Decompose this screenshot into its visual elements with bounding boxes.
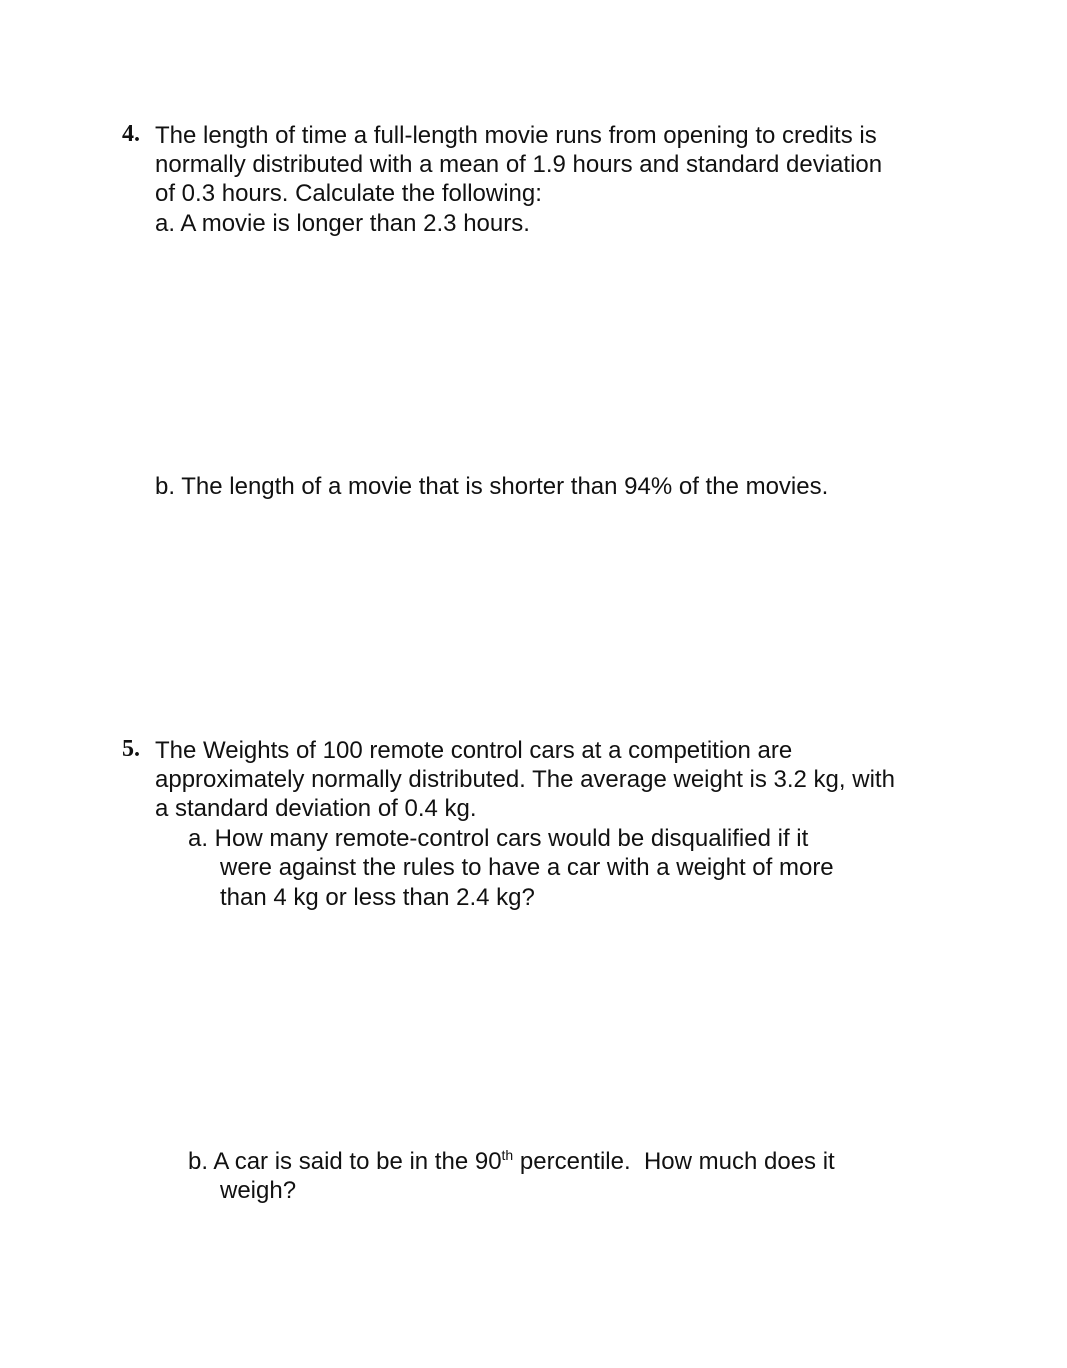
question-4-number: 4. (122, 121, 140, 147)
question-5-part-b-line-1 (188, 1147, 835, 1176)
question-5-part-b-superscript: th (501, 1147, 514, 1163)
question-4-line-2: normally distributed with a mean of 1.9 hours and standard deviation (155, 151, 883, 178)
question-4-part-a: a. A movie is longer than 2.3 hours. (155, 210, 530, 237)
question-4-line-1: The length of time a full-length movie runs from opening to credits is (155, 122, 877, 149)
question-5-line-3: a standard deviation of 0.4 kg. (155, 795, 477, 822)
question-4-line-3: of 0.3 hours. Calculate the following: (155, 180, 542, 207)
question-5-line-1: The Weights of 100 remote control cars at a competition are (155, 737, 793, 764)
question-5-line-2: approximately normally distributed. The average weight is 3.2 kg, with (155, 766, 895, 793)
question-5-part-b-text-post: percentile. How much does it (513, 1148, 835, 1175)
question-5-number: 5. (122, 736, 140, 762)
question-4-part-b: b. The length of a movie that is shorter than 94% of the movies. (155, 473, 829, 500)
question-5-part-b-line-2: weigh? (220, 1177, 297, 1204)
question-5-part-a-line-1: a. How many remote-control cars would be disqualified if it (188, 825, 809, 852)
question-5-part-a-line-3: than 4 kg or less than 2.4 kg? (220, 884, 535, 911)
question-5-part-b-text-pre: b. A car is said to be in the 90 (188, 1148, 502, 1175)
question-5-part-a-line-2: were against the rules to have a car with a weight of more (220, 854, 834, 881)
